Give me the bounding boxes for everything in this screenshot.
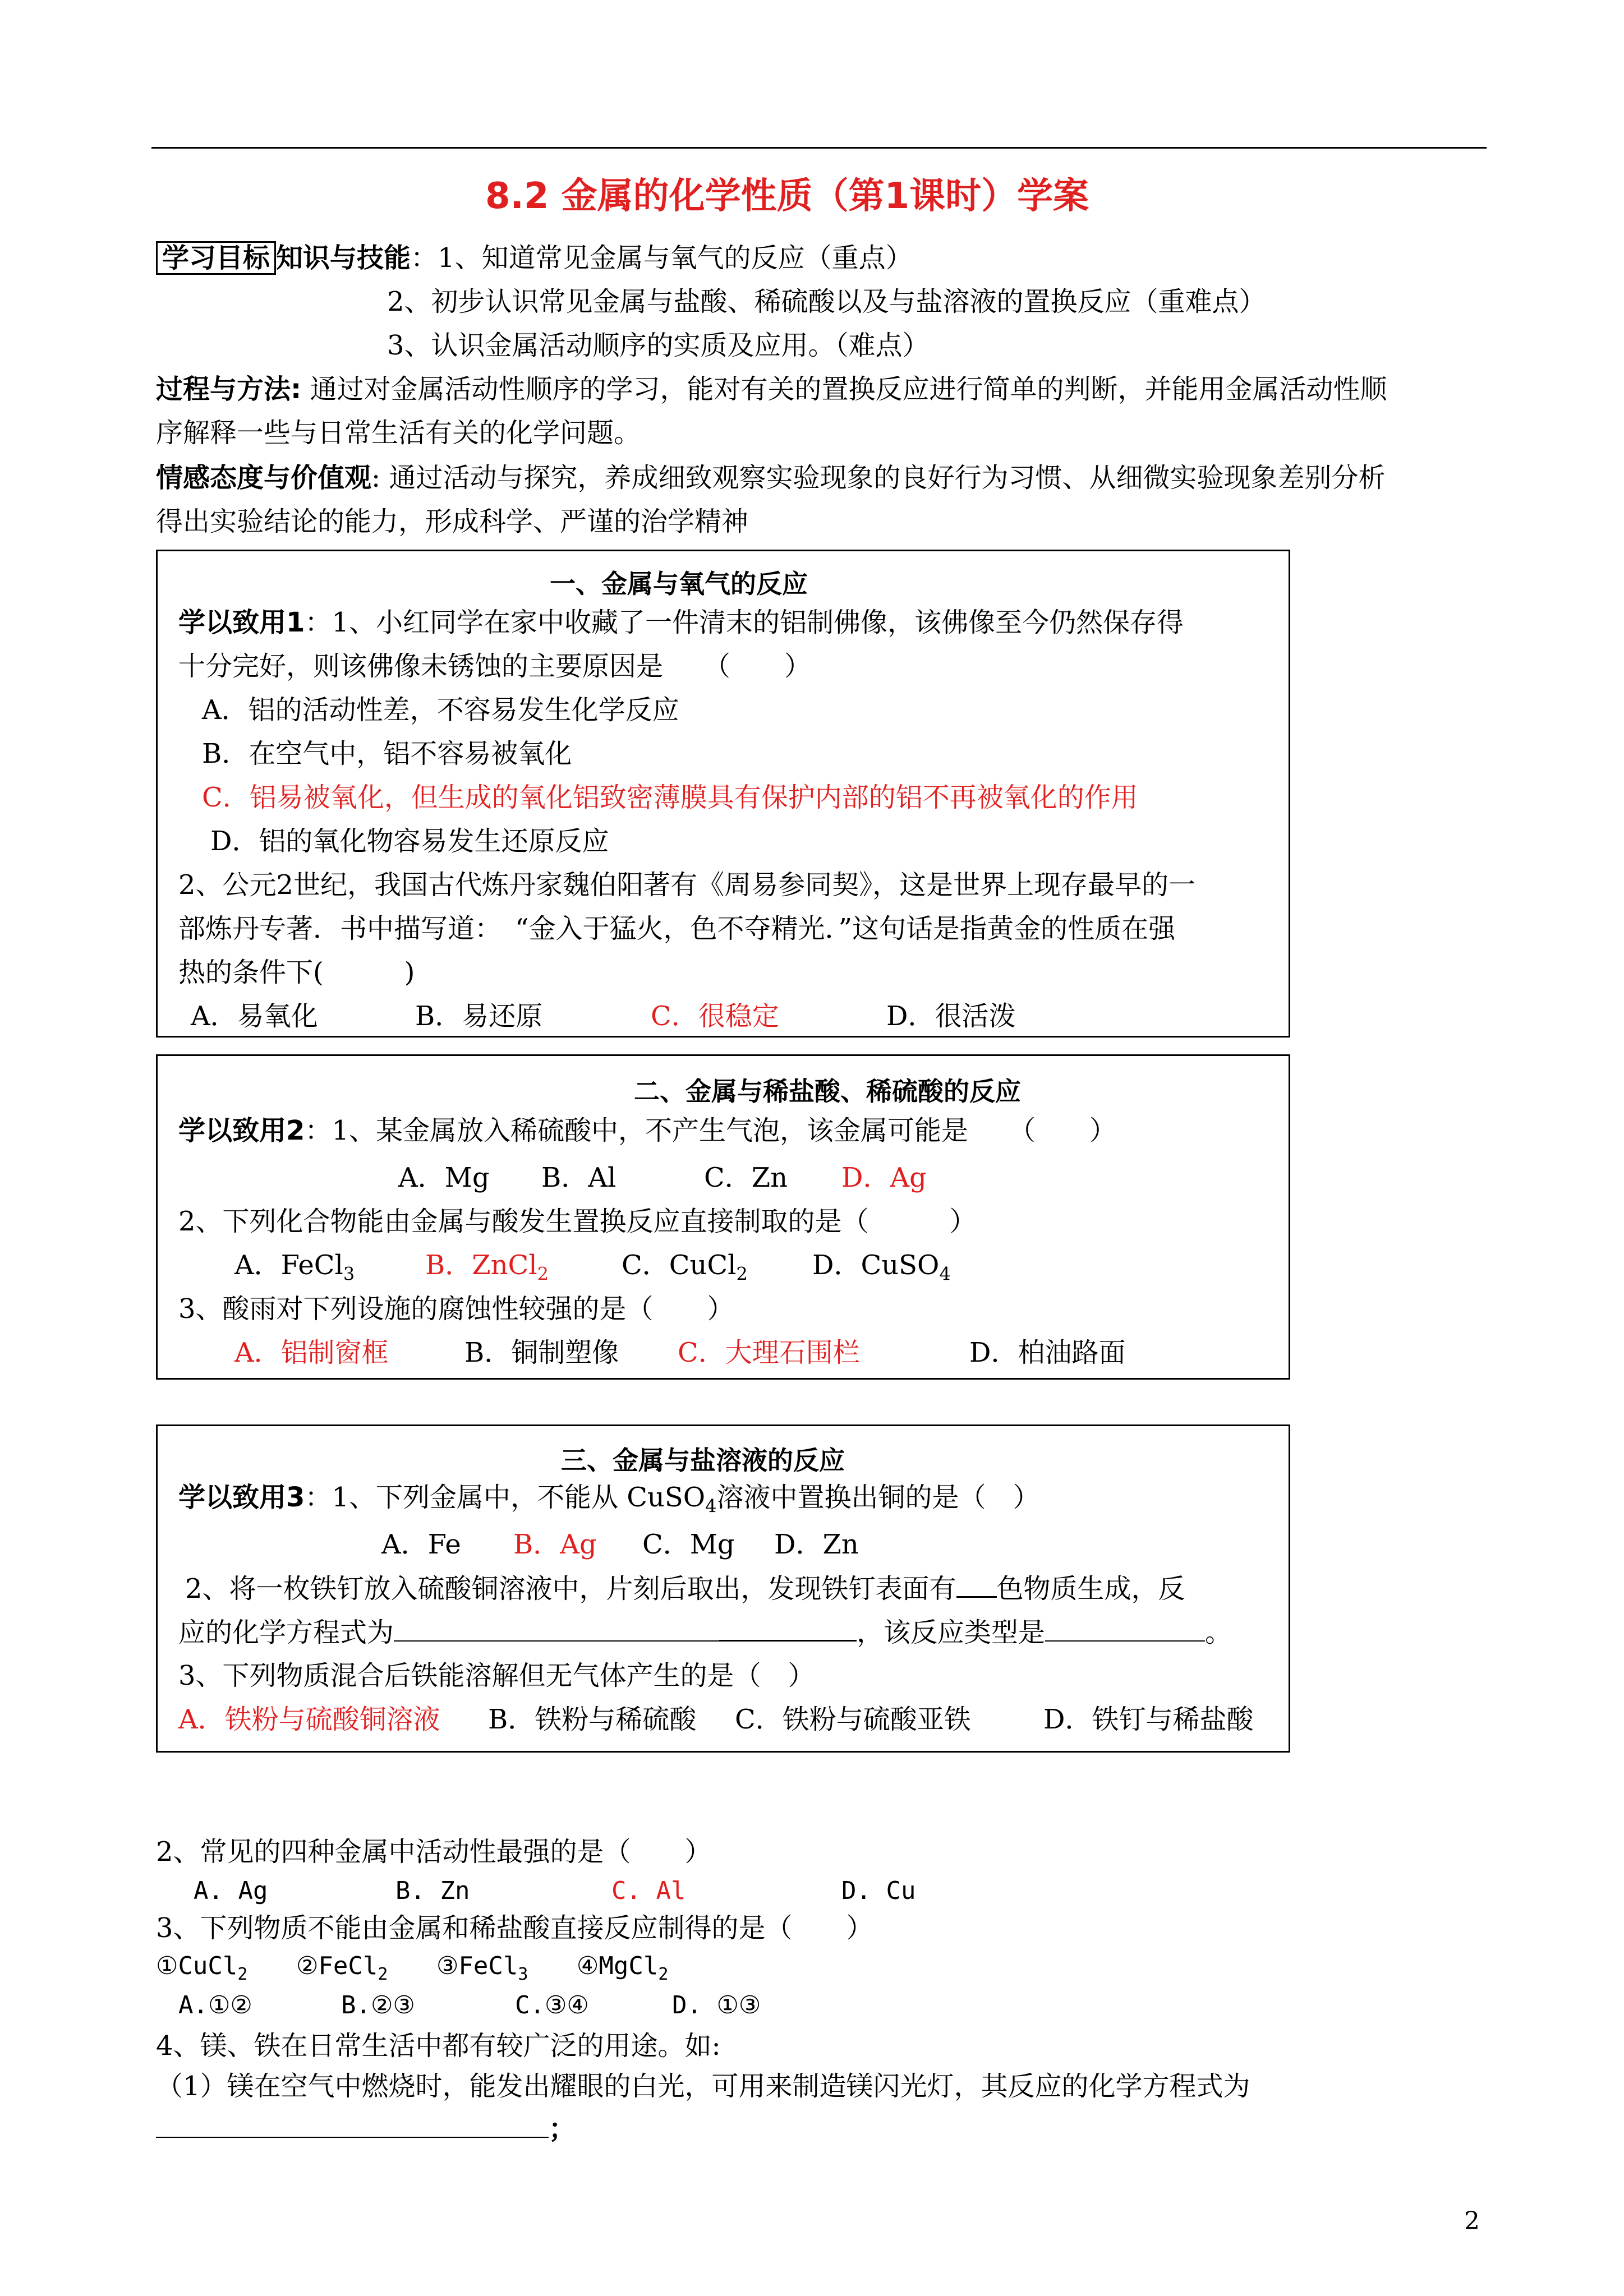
process-line-1: 过程与方法: 通过对金属活动性顺序的学习，能对有关的置换反应进行简单的判断，并能用金属活动性顺 [156, 374, 1387, 405]
knowledge-label: 知识与技能 [276, 242, 411, 274]
s3-q2-line-2: 应的化学方程式为 ，该反应类型是 。 [178, 1615, 1232, 1649]
s3-q1-option-d: D．Zn [774, 1529, 859, 1560]
extra-q2: 2、常见的四种金属中活动性最强的是（ ） [156, 1836, 712, 1868]
s3-q3: 3、下列物质混合后铁能溶解但无气体产生的是（ ） [178, 1660, 815, 1691]
s1-q1-option-a: A．铝的活动性差，不容易发生化学反应 [202, 694, 679, 726]
s1-q1-option-b: B．在空气中，铝不容易被氧化 [202, 738, 572, 769]
objective-1: ：1、知道常见金属与氧气的反应（重点） [411, 242, 913, 274]
objective-2: 2、初步认识常见金属与盐酸、稀硫酸以及与盐溶液的置换反应（重难点） [387, 286, 1266, 317]
s3-q1: 学以致用3：1、下列金属中，不能从 CuSO$_4$溶液中置换出铜的是（ ） [178, 1482, 1040, 1517]
s1-q1-line-1: 学以致用1：1、小红同学在家中收藏了一件清末的铝制佛像，该佛像至今仍然保存得 [178, 607, 1184, 638]
extra-q3-option-c: C.③④ [515, 1991, 589, 2020]
s2-q2-option-c: C．CuCl$_2$ [622, 1250, 748, 1285]
s1-q1-line-2: 十分完好，则该佛像未锈蚀的主要原因是 （ ） [178, 651, 812, 682]
extra-q3-option-a: A.①② [178, 1991, 252, 2020]
s2-q1-option-d: D．Ag [841, 1162, 927, 1193]
header-rule [151, 147, 1487, 149]
section-1-heading: 一、金属与氧气的反应 [550, 569, 808, 599]
equation-blank-2[interactable] [719, 1615, 857, 1642]
reaction-type-blank[interactable] [1045, 1616, 1205, 1642]
color-blank[interactable] [956, 1571, 997, 1598]
page-title: 8.2 金属的化学性质（第1课时）学案 [485, 176, 1089, 217]
extra-q2-option-a: A. Ag [194, 1877, 268, 1905]
s3-q3-option-c: C．铁粉与硫酸亚铁 [735, 1704, 971, 1735]
emotion-line-2: 得出实验结论的能力，形成科学、严谨的治学精神 [156, 506, 749, 537]
s1-q2-line-2: 部炼丹专著．书中描写道： “金入于猛火，色不夺精光．”这句话是指黄金的性质在强 [178, 913, 1176, 944]
s2-q1-option-b: B．Al [541, 1162, 617, 1193]
extra-q3-option-b: B.②③ [341, 1991, 415, 2020]
section-2-heading: 二、金属与稀盐酸、稀硫酸的反应 [634, 1076, 1021, 1106]
section-3-heading: 三、金属与盐溶液的反应 [561, 1445, 845, 1476]
s2-q1-option-c: C．Zn [704, 1162, 788, 1193]
s3-q3-option-b: B．铁粉与稀硫酸 [488, 1704, 697, 1735]
s1-q2-line-3: 热的条件下( ) [178, 957, 415, 988]
s2-q3-option-b: B．铜制塑像 [464, 1337, 619, 1368]
s3-q2-line-1: 2、将一枚铁钉放入硫酸铜溶液中，片刻后取出，发现铁钉表面有 色物质生成，反 [185, 1571, 1185, 1606]
emotion-line-1: 情感态度与价值观: 通过活动与探究，养成细致观察实验现象的良好行为习惯、从细微实验现象差别分析 [156, 462, 1386, 494]
process-line-2: 序解释一些与日常生活有关的化学问题。 [156, 417, 641, 449]
objectives-tag: 学习目标 [156, 241, 276, 275]
emotion-label: 情感态度与价值观 [156, 462, 372, 494]
s1-q1-option-d: D．铝的氧化物容易发生还原反应 [210, 826, 609, 857]
objectives-line-1 [156, 241, 913, 275]
s1-q1-option-c: C．铝易被氧化，但生成的氧化铝致密薄膜具有保护内部的铝不再被氧化的作用 [202, 782, 1138, 813]
s1-q2-option-d: D．很活泼 [886, 1001, 1016, 1032]
objective-3: 3、认识金属活动顺序的实质及应用。（难点） [387, 330, 930, 361]
s2-q3-option-c: C．大理石围栏 [678, 1337, 860, 1368]
s3-q1-option-b: B．Ag [513, 1529, 597, 1560]
s2-q2-option-a: A．FeCl$_3$ [234, 1250, 355, 1285]
extra-q2-option-d: D. Cu [841, 1877, 916, 1905]
extra-q3-option-d: D. ①③ [672, 1991, 761, 2020]
extra-q2-option-c: C. Al [611, 1877, 686, 1905]
extra-q2-option-b: B. Zn [395, 1877, 470, 1905]
s1-q2-line-1: 2、公元2世纪，我国古代炼丹家魏伯阳著有《周易参同契》，这是世界上现存最早的一 [178, 869, 1196, 901]
equation-answer-blank[interactable] [156, 2112, 549, 2138]
extra-q4: 4、镁、铁在日常生活中都有较广泛的用途。如: [156, 2030, 721, 2062]
process-label: 过程与方法: [156, 374, 302, 405]
extra-q4-1-answer-line: ； [156, 2112, 576, 2146]
s1-q2-option-a: A．易氧化 [191, 1001, 318, 1032]
s3-q3-option-a: A．铁粉与硫酸铜溶液 [178, 1704, 440, 1735]
extra-q4-1: （1）镁在空气中燃烧时，能发出耀眼的白光，可用来制造镁闪光灯，其反应的化学方程式为 [156, 2071, 1250, 2102]
s2-q1-option-a: A．Mg [398, 1162, 490, 1193]
s1-q2-option-b: B．易还原 [415, 1001, 543, 1032]
page-number: 2 [1464, 2207, 1480, 2235]
s3-q1-option-a: A．Fe [381, 1529, 461, 1560]
s2-q2: 2、下列化合物能由金属与酸发生置换反应直接制取的是（ ） [178, 1206, 977, 1237]
s2-q1: 学以致用2：1、某金属放入稀硫酸中，不产生气泡，该金属可能是 （ ） [178, 1115, 1116, 1146]
s3-q1-option-c: C．Mg [642, 1529, 735, 1560]
equation-blank[interactable] [394, 1616, 719, 1642]
s2-q2-option-b: B．ZnCl$_2$ [425, 1250, 549, 1285]
s2-q2-option-d: D．CuSO$_4$ [812, 1250, 951, 1285]
extra-q3-items: ①CuCl$_2$ ②FeCl$_2$ ③FeCl$_3$ ④MgCl$_2$ [156, 1952, 669, 1984]
s2-q3: 3、酸雨对下列设施的腐蚀性较强的是（ ） [178, 1293, 734, 1325]
s1-q2-option-c: C．很稳定 [651, 1001, 779, 1032]
s3-q3-option-d: D．铁钉与稀盐酸 [1043, 1704, 1254, 1735]
s2-q3-option-d: D．柏油路面 [969, 1337, 1126, 1368]
extra-q3: 3、下列物质不能由金属和稀盐酸直接反应制得的是（ ） [156, 1912, 873, 1944]
s2-q3-option-a: A．铝制窗框 [234, 1337, 389, 1368]
